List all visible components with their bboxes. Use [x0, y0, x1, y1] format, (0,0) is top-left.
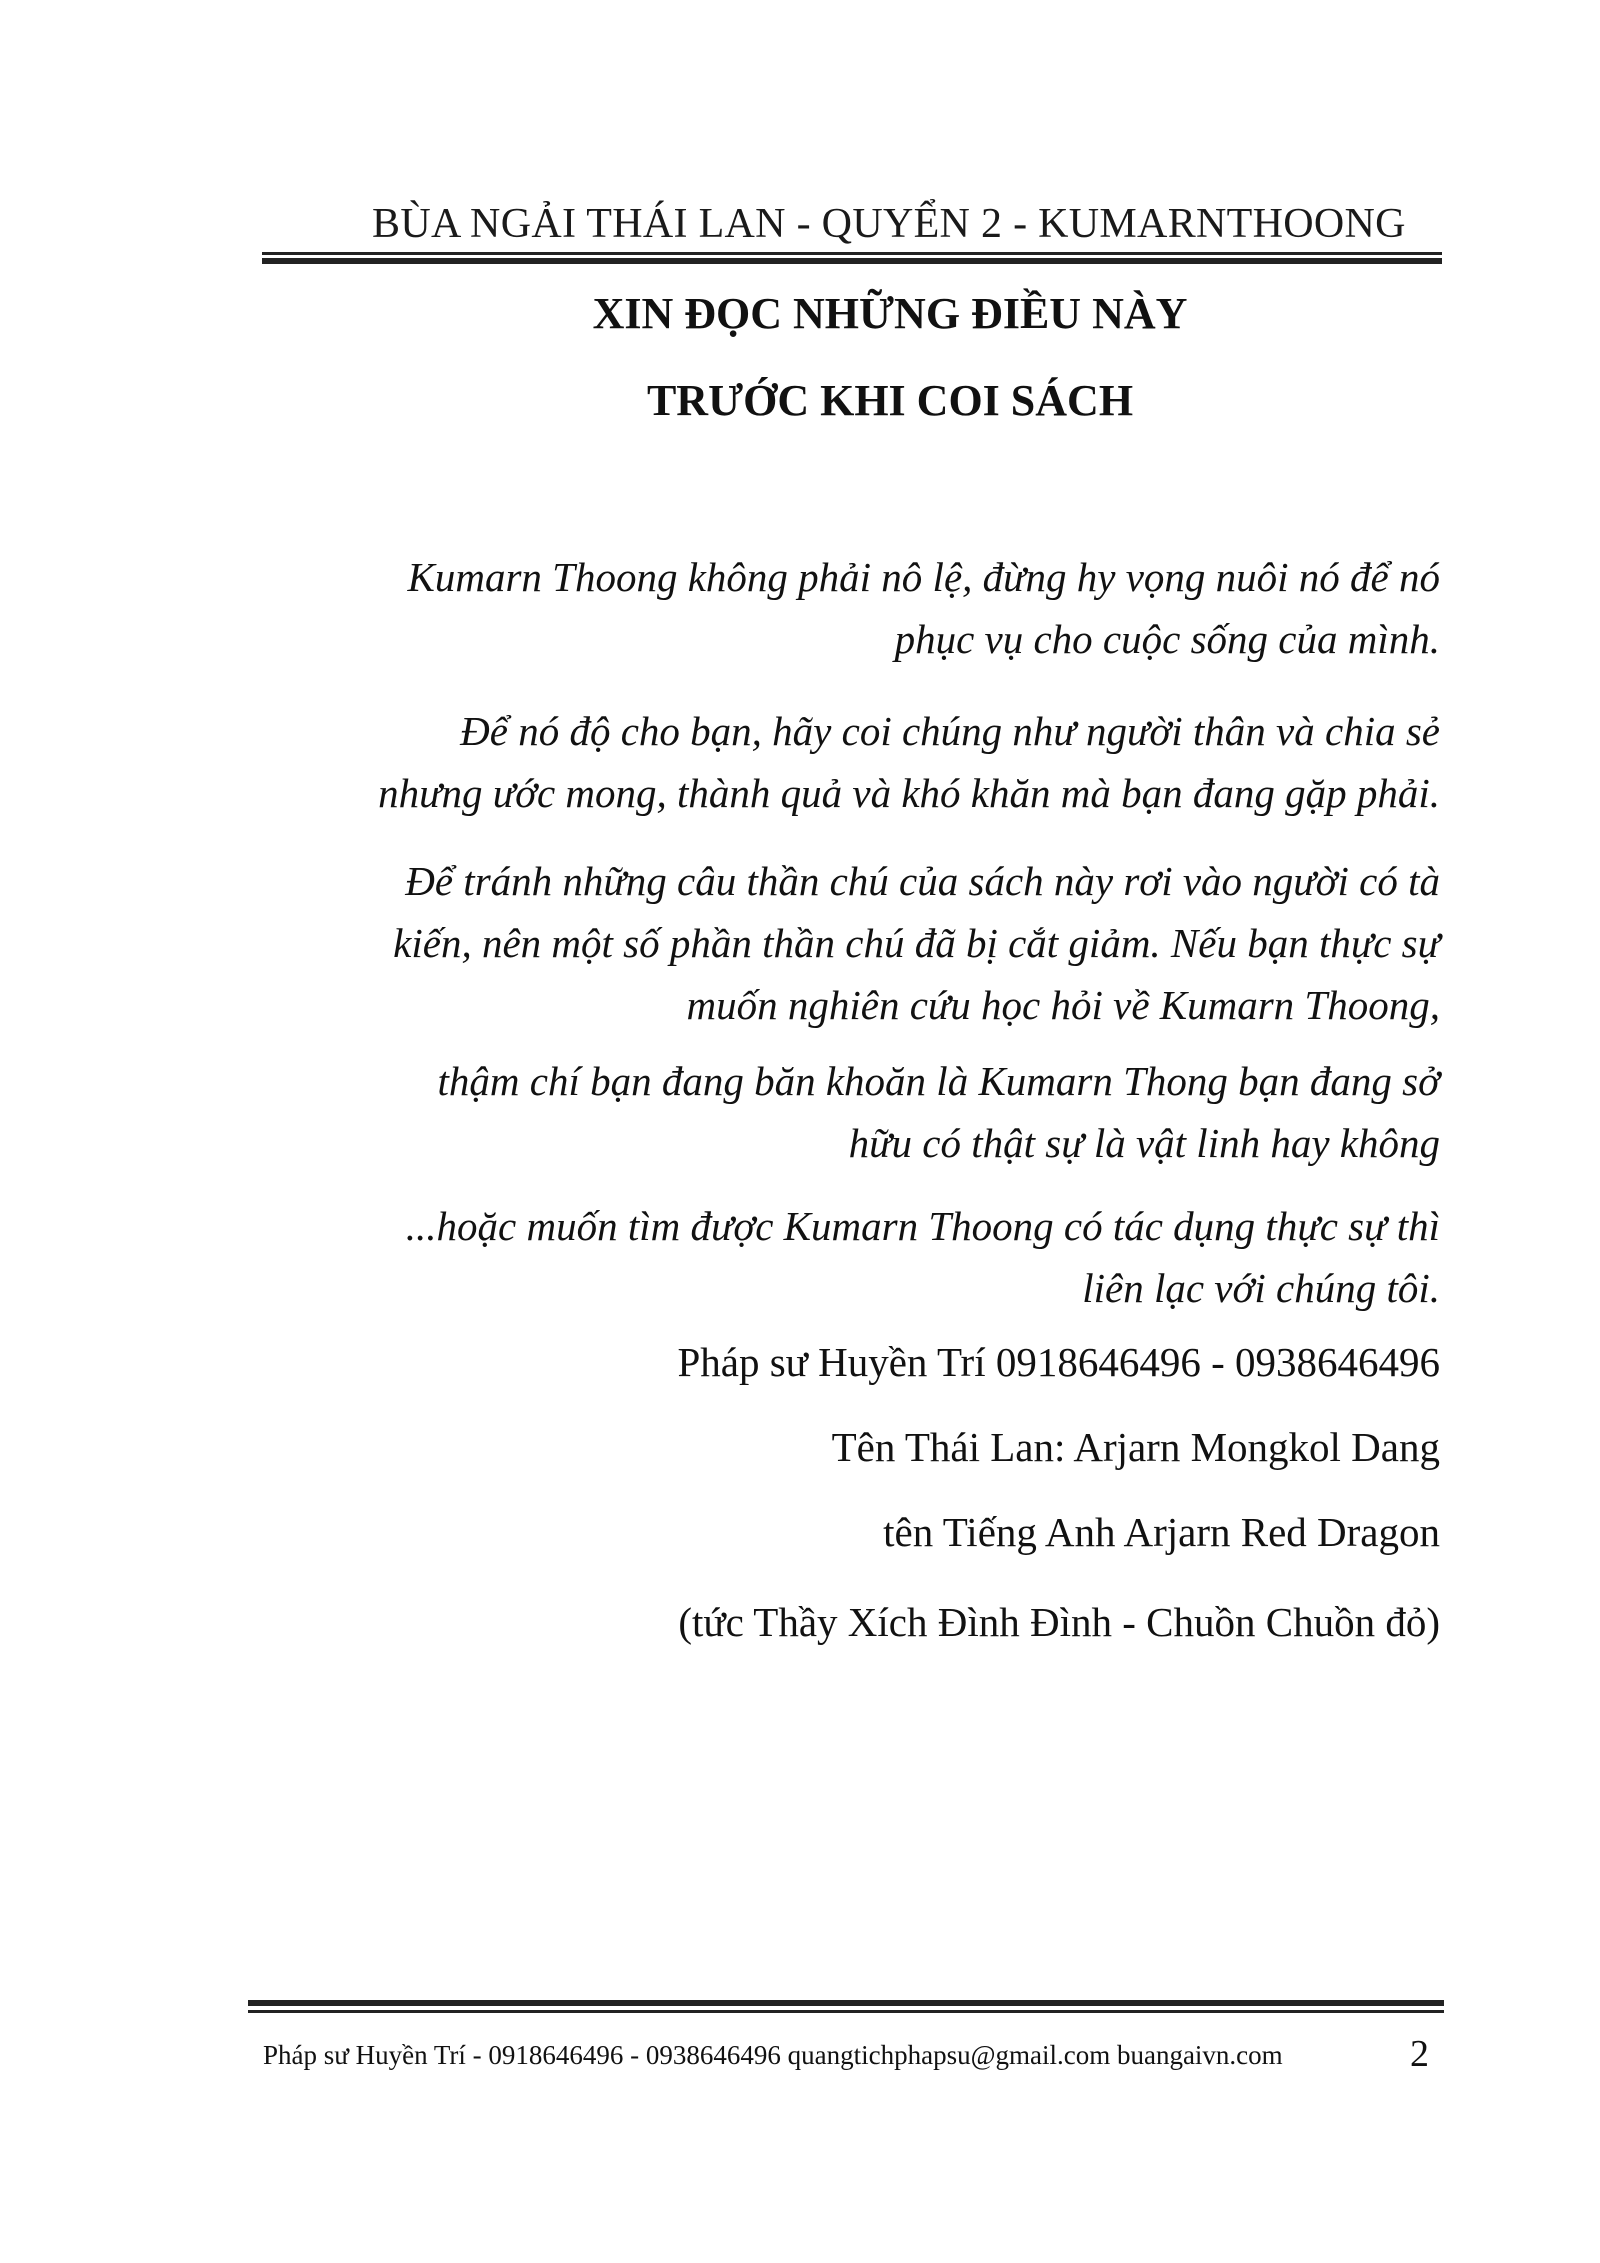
main-heading-line1: XIN ĐỌC NHỮNG ĐIỀU NÀY — [592, 289, 1188, 338]
paragraph-line: hữu có thật sự là vật linh hay không — [848, 1120, 1440, 1166]
page-footer — [248, 2000, 1444, 2080]
main-heading-line2: TRƯỚC KHI COI SÁCH — [646, 376, 1134, 425]
header-rule-thick — [262, 258, 1442, 264]
paragraph-line: ...hoặc muốn tìm được Kumarn Thoong có tác dụng thực sự thì — [405, 1203, 1440, 1249]
page-number: 2 — [1410, 2033, 1429, 2075]
paragraph-line: Để nó độ cho bạn, hãy coi chúng như người thân và chia sẻ — [460, 708, 1440, 754]
header-rule-thin — [262, 252, 1442, 255]
paragraph-5 — [240, 1195, 1440, 1319]
page-header — [262, 190, 1442, 260]
footer-rule-thick — [248, 2000, 1444, 2006]
footer-rule-thin — [248, 2010, 1444, 2013]
paragraph-line: phục vụ cho cuộc sống của mình. — [894, 616, 1440, 662]
contact-english-name: tên Tiếng Anh Arjarn Red Dragon — [883, 1509, 1440, 1555]
paragraph-line: liên lạc với chúng tôi. — [1082, 1265, 1440, 1311]
header-title: BÙA NGẢI THÁI LAN - QUYỂN 2 - KUMARNTHOONG — [372, 201, 1406, 247]
paragraph-2 — [240, 700, 1440, 824]
contact-vietnamese-name: (tức Thầy Xích Đình Đình - Chuồn Chuồn đỏ) — [678, 1599, 1440, 1645]
paragraph-line: Kumarn Thoong không phải nô lệ, đừng hy vọng nuôi nó để nó — [407, 554, 1440, 600]
paragraph-3 — [240, 850, 1440, 1036]
paragraph-1 — [240, 546, 1440, 670]
paragraph-line: muốn nghiên cứu học hỏi về Kumarn Thoong, — [686, 982, 1440, 1028]
paragraph-line: nhưng ước mong, thành quả và khó khăn mà bạn đang gặp phải. — [378, 770, 1440, 816]
paragraph-line: thậm chí bạn đang băn khoăn là Kumarn Thong bạn đang sở — [437, 1058, 1440, 1104]
paragraph-4 — [240, 1050, 1440, 1174]
paragraph-line: kiến, nên một số phần thần chú đã bị cắt giảm. Nếu bạn thực sự — [393, 920, 1440, 966]
contact-phone-line: Pháp sư Huyền Trí 0918646496 - 0938646496 — [677, 1339, 1440, 1385]
footer-text: Pháp sư Huyền Trí - 0918646496 - 0938646496 quangtichphapsu@gmail.com buangaivn.com — [263, 2040, 1283, 2070]
contact-thai-name: Tên Thái Lan: Arjarn Mongkol Dang — [831, 1424, 1440, 1470]
paragraph-line: Để tránh những câu thần chú của sách này rơi vào người có tà — [405, 858, 1440, 904]
